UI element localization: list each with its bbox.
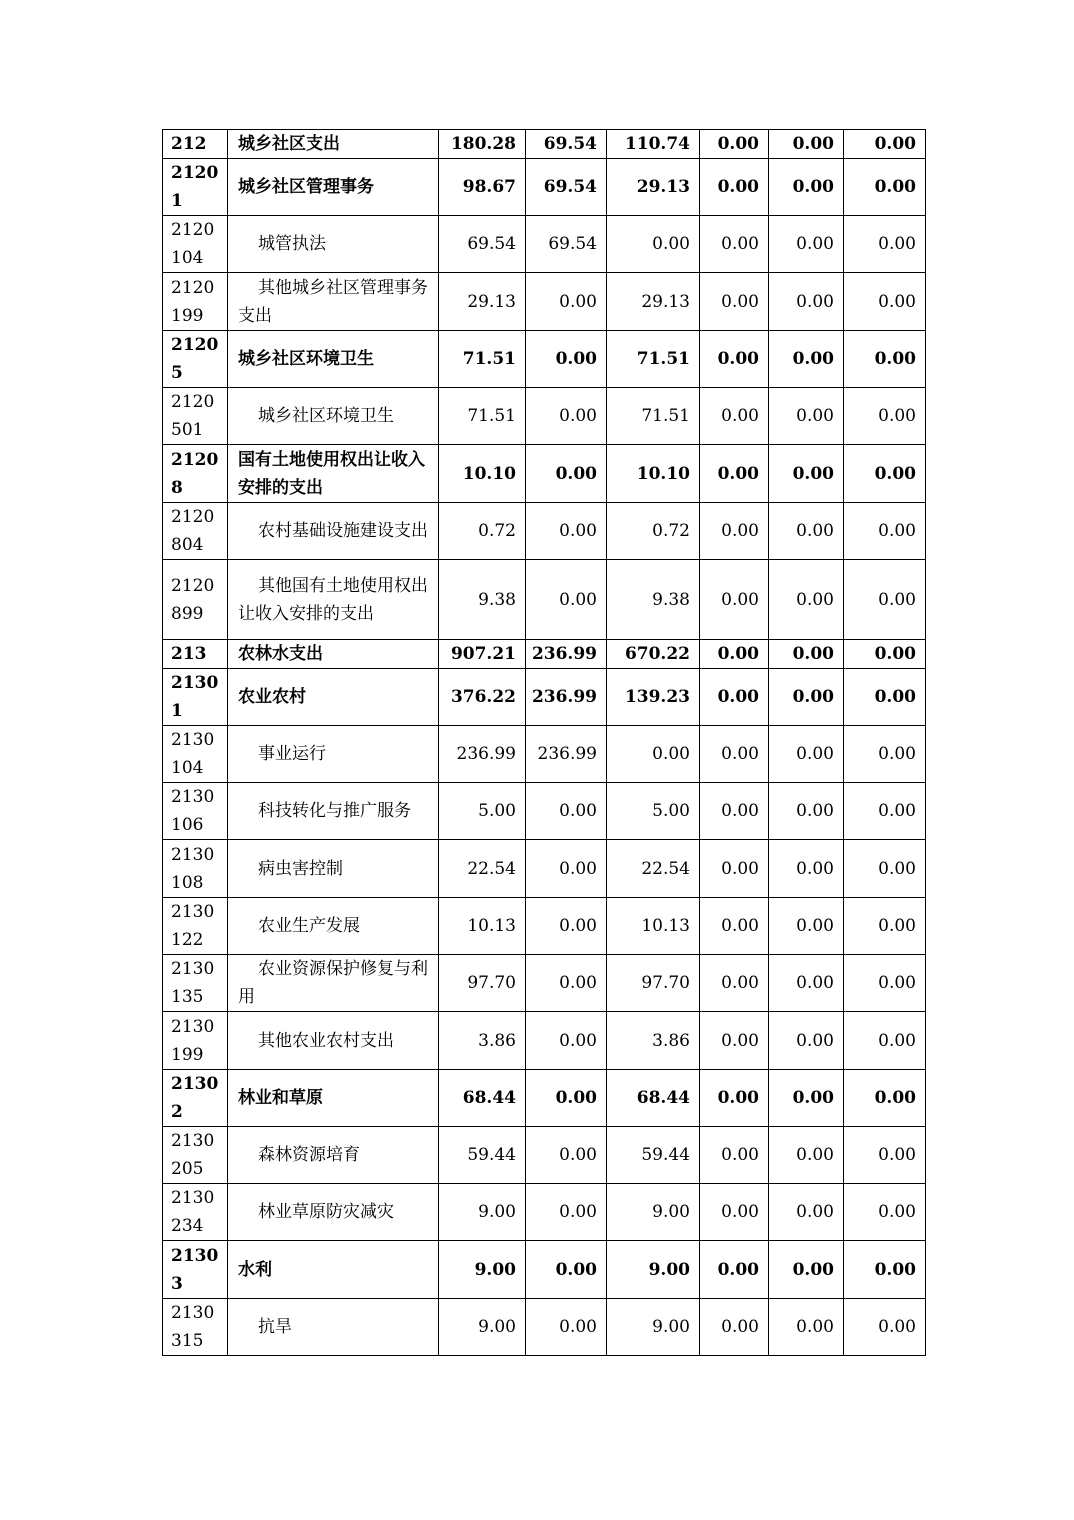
row-value-5: 0.00 bbox=[769, 640, 844, 669]
row-value-2: 236.99 bbox=[526, 669, 607, 726]
row-code: 2130 315 bbox=[163, 1299, 228, 1356]
table-row bbox=[163, 273, 926, 331]
row-value-6: 0.00 bbox=[844, 216, 926, 273]
row-value-5: 0.00 bbox=[769, 216, 844, 273]
row-value-1: 9.00 bbox=[439, 1299, 526, 1356]
table-row bbox=[163, 445, 926, 503]
row-value-5: 0.00 bbox=[769, 840, 844, 898]
row-value-3: 9.00 bbox=[607, 1184, 700, 1241]
row-name: 科技转化与推广服务 bbox=[228, 783, 439, 840]
row-value-2: 69.54 bbox=[526, 130, 607, 159]
row-value-1: 10.10 bbox=[439, 445, 526, 503]
row-value-6: 0.00 bbox=[844, 898, 926, 955]
row-value-6: 0.00 bbox=[844, 640, 926, 669]
row-name: 农林水支出 bbox=[228, 640, 439, 669]
row-value-1: 71.51 bbox=[439, 388, 526, 445]
row-value-2: 0.00 bbox=[526, 1127, 607, 1184]
row-name: 森林资源培育 bbox=[228, 1127, 439, 1184]
table-row bbox=[163, 130, 926, 159]
row-code: 213 bbox=[163, 640, 228, 669]
table-body bbox=[163, 130, 926, 1356]
row-value-1: 69.54 bbox=[439, 216, 526, 273]
row-value-6: 0.00 bbox=[844, 726, 926, 783]
row-name: 其他农业农村支出 bbox=[228, 1012, 439, 1070]
row-value-4: 0.00 bbox=[700, 640, 769, 669]
row-value-3: 10.13 bbox=[607, 898, 700, 955]
row-value-1: 0.72 bbox=[439, 503, 526, 560]
row-value-6: 0.00 bbox=[844, 503, 926, 560]
row-code: 2130 106 bbox=[163, 783, 228, 840]
table-row bbox=[163, 1070, 926, 1127]
row-value-3: 0.00 bbox=[607, 216, 700, 273]
row-value-5: 0.00 bbox=[769, 1127, 844, 1184]
row-value-3: 10.10 bbox=[607, 445, 700, 503]
row-value-4: 0.00 bbox=[700, 840, 769, 898]
row-value-6: 0.00 bbox=[844, 159, 926, 216]
row-value-5: 0.00 bbox=[769, 726, 844, 783]
row-value-4: 0.00 bbox=[700, 955, 769, 1012]
row-value-6: 0.00 bbox=[844, 955, 926, 1012]
row-value-3: 22.54 bbox=[607, 840, 700, 898]
row-code: 2130 199 bbox=[163, 1012, 228, 1070]
table-row bbox=[163, 955, 926, 1012]
row-value-1: 68.44 bbox=[439, 1070, 526, 1127]
table-row bbox=[163, 840, 926, 898]
expenditure-table bbox=[162, 129, 926, 1356]
table-row bbox=[163, 726, 926, 783]
row-value-4: 0.00 bbox=[700, 1127, 769, 1184]
row-value-4: 0.00 bbox=[700, 503, 769, 560]
table-row bbox=[163, 503, 926, 560]
row-code: 2120 501 bbox=[163, 388, 228, 445]
row-name: 农业生产发展 bbox=[228, 898, 439, 955]
row-name: 抗旱 bbox=[228, 1299, 439, 1356]
row-value-1: 22.54 bbox=[439, 840, 526, 898]
row-code: 2130 205 bbox=[163, 1127, 228, 1184]
row-value-4: 0.00 bbox=[700, 783, 769, 840]
row-value-5: 0.00 bbox=[769, 1012, 844, 1070]
row-value-3: 0.72 bbox=[607, 503, 700, 560]
row-value-1: 10.13 bbox=[439, 898, 526, 955]
row-code: 2120 899 bbox=[163, 560, 228, 640]
row-value-4: 0.00 bbox=[700, 159, 769, 216]
row-value-6: 0.00 bbox=[844, 840, 926, 898]
row-name: 其他城乡社区管理事务支出 bbox=[228, 273, 439, 331]
row-value-2: 236.99 bbox=[526, 726, 607, 783]
table-row bbox=[163, 388, 926, 445]
row-value-4: 0.00 bbox=[700, 1184, 769, 1241]
table-row bbox=[163, 1184, 926, 1241]
row-value-2: 0.00 bbox=[526, 1070, 607, 1127]
table-row bbox=[163, 1012, 926, 1070]
row-code: 2130 1 bbox=[163, 669, 228, 726]
row-value-2: 0.00 bbox=[526, 503, 607, 560]
table-row bbox=[163, 331, 926, 388]
row-value-3: 5.00 bbox=[607, 783, 700, 840]
row-value-1: 29.13 bbox=[439, 273, 526, 331]
row-value-6: 0.00 bbox=[844, 388, 926, 445]
table-row bbox=[163, 898, 926, 955]
row-value-2: 69.54 bbox=[526, 159, 607, 216]
row-code: 2120 8 bbox=[163, 445, 228, 503]
row-value-2: 0.00 bbox=[526, 898, 607, 955]
row-value-2: 236.99 bbox=[526, 640, 607, 669]
row-value-5: 0.00 bbox=[769, 1070, 844, 1127]
row-value-4: 0.00 bbox=[700, 1241, 769, 1299]
row-code: 2120 199 bbox=[163, 273, 228, 331]
row-value-2: 0.00 bbox=[526, 388, 607, 445]
row-code: 2130 104 bbox=[163, 726, 228, 783]
row-value-6: 0.00 bbox=[844, 1127, 926, 1184]
row-value-2: 69.54 bbox=[526, 216, 607, 273]
row-value-5: 0.00 bbox=[769, 560, 844, 640]
row-value-4: 0.00 bbox=[700, 898, 769, 955]
row-value-2: 0.00 bbox=[526, 783, 607, 840]
row-value-5: 0.00 bbox=[769, 159, 844, 216]
row-value-2: 0.00 bbox=[526, 1299, 607, 1356]
row-value-6: 0.00 bbox=[844, 1012, 926, 1070]
row-value-1: 59.44 bbox=[439, 1127, 526, 1184]
row-value-6: 0.00 bbox=[844, 273, 926, 331]
row-value-6: 0.00 bbox=[844, 669, 926, 726]
row-name: 城乡社区环境卫生 bbox=[228, 331, 439, 388]
row-code: 2120 5 bbox=[163, 331, 228, 388]
row-value-3: 139.23 bbox=[607, 669, 700, 726]
row-value-1: 5.00 bbox=[439, 783, 526, 840]
row-value-4: 0.00 bbox=[700, 1012, 769, 1070]
table-row bbox=[163, 216, 926, 273]
row-value-2: 0.00 bbox=[526, 331, 607, 388]
row-name: 林业和草原 bbox=[228, 1070, 439, 1127]
row-value-4: 0.00 bbox=[700, 273, 769, 331]
row-value-5: 0.00 bbox=[769, 898, 844, 955]
row-value-3: 71.51 bbox=[607, 331, 700, 388]
row-value-6: 0.00 bbox=[844, 331, 926, 388]
row-name: 林业草原防灾减灾 bbox=[228, 1184, 439, 1241]
row-value-5: 0.00 bbox=[769, 273, 844, 331]
row-value-3: 29.13 bbox=[607, 273, 700, 331]
row-value-6: 0.00 bbox=[844, 1241, 926, 1299]
row-value-4: 0.00 bbox=[700, 331, 769, 388]
row-value-3: 97.70 bbox=[607, 955, 700, 1012]
row-value-1: 9.00 bbox=[439, 1184, 526, 1241]
row-value-2: 0.00 bbox=[526, 560, 607, 640]
row-name: 农业资源保护修复与利用 bbox=[228, 955, 439, 1012]
row-value-4: 0.00 bbox=[700, 130, 769, 159]
row-code: 2120 804 bbox=[163, 503, 228, 560]
row-name: 事业运行 bbox=[228, 726, 439, 783]
row-value-5: 0.00 bbox=[769, 1184, 844, 1241]
row-value-5: 0.00 bbox=[769, 1241, 844, 1299]
row-name: 城乡社区环境卫生 bbox=[228, 388, 439, 445]
table-row bbox=[163, 159, 926, 216]
row-value-4: 0.00 bbox=[700, 560, 769, 640]
row-code: 2130 135 bbox=[163, 955, 228, 1012]
row-name: 农业农村 bbox=[228, 669, 439, 726]
row-value-1: 236.99 bbox=[439, 726, 526, 783]
row-value-5: 0.00 bbox=[769, 783, 844, 840]
row-value-1: 376.22 bbox=[439, 669, 526, 726]
row-value-3: 9.00 bbox=[607, 1299, 700, 1356]
row-value-1: 907.21 bbox=[439, 640, 526, 669]
row-value-5: 0.00 bbox=[769, 669, 844, 726]
row-value-4: 0.00 bbox=[700, 1299, 769, 1356]
row-value-3: 0.00 bbox=[607, 726, 700, 783]
row-value-3: 9.00 bbox=[607, 1241, 700, 1299]
table-row bbox=[163, 783, 926, 840]
table-row bbox=[163, 1241, 926, 1299]
row-value-2: 0.00 bbox=[526, 1012, 607, 1070]
row-value-2: 0.00 bbox=[526, 955, 607, 1012]
row-code: 212 bbox=[163, 130, 228, 159]
row-value-6: 0.00 bbox=[844, 130, 926, 159]
row-value-1: 97.70 bbox=[439, 955, 526, 1012]
row-value-2: 0.00 bbox=[526, 1184, 607, 1241]
row-value-6: 0.00 bbox=[844, 1299, 926, 1356]
row-value-4: 0.00 bbox=[700, 726, 769, 783]
row-value-1: 9.00 bbox=[439, 1241, 526, 1299]
row-name: 城管执法 bbox=[228, 216, 439, 273]
row-value-4: 0.00 bbox=[700, 669, 769, 726]
row-value-4: 0.00 bbox=[700, 388, 769, 445]
row-value-2: 0.00 bbox=[526, 273, 607, 331]
row-value-3: 3.86 bbox=[607, 1012, 700, 1070]
row-value-3: 71.51 bbox=[607, 388, 700, 445]
row-name: 水利 bbox=[228, 1241, 439, 1299]
row-name: 城乡社区管理事务 bbox=[228, 159, 439, 216]
row-code: 2130 3 bbox=[163, 1241, 228, 1299]
row-value-3: 670.22 bbox=[607, 640, 700, 669]
row-value-1: 3.86 bbox=[439, 1012, 526, 1070]
row-value-4: 0.00 bbox=[700, 1070, 769, 1127]
row-value-5: 0.00 bbox=[769, 130, 844, 159]
row-code: 2130 234 bbox=[163, 1184, 228, 1241]
row-value-3: 29.13 bbox=[607, 159, 700, 216]
row-code: 2130 2 bbox=[163, 1070, 228, 1127]
row-value-4: 0.00 bbox=[700, 216, 769, 273]
row-value-2: 0.00 bbox=[526, 445, 607, 503]
row-value-5: 0.00 bbox=[769, 503, 844, 560]
row-value-5: 0.00 bbox=[769, 445, 844, 503]
table-row bbox=[163, 669, 926, 726]
row-code: 2120 1 bbox=[163, 159, 228, 216]
row-value-1: 9.38 bbox=[439, 560, 526, 640]
row-value-5: 0.00 bbox=[769, 388, 844, 445]
row-name: 其他国有土地使用权出让收入安排的支出 bbox=[228, 560, 439, 640]
row-value-3: 59.44 bbox=[607, 1127, 700, 1184]
row-value-6: 0.00 bbox=[844, 445, 926, 503]
row-value-2: 0.00 bbox=[526, 840, 607, 898]
row-name: 城乡社区支出 bbox=[228, 130, 439, 159]
row-value-6: 0.00 bbox=[844, 1070, 926, 1127]
row-value-4: 0.00 bbox=[700, 445, 769, 503]
table-row bbox=[163, 640, 926, 669]
row-value-6: 0.00 bbox=[844, 560, 926, 640]
row-value-3: 110.74 bbox=[607, 130, 700, 159]
table-row bbox=[163, 560, 926, 640]
row-value-6: 0.00 bbox=[844, 1184, 926, 1241]
row-code: 2130 108 bbox=[163, 840, 228, 898]
row-value-5: 0.00 bbox=[769, 955, 844, 1012]
row-value-1: 180.28 bbox=[439, 130, 526, 159]
row-value-1: 71.51 bbox=[439, 331, 526, 388]
row-value-6: 0.00 bbox=[844, 783, 926, 840]
row-value-5: 0.00 bbox=[769, 1299, 844, 1356]
row-name: 农村基础设施建设支出 bbox=[228, 503, 439, 560]
row-name: 病虫害控制 bbox=[228, 840, 439, 898]
row-value-1: 98.67 bbox=[439, 159, 526, 216]
row-value-2: 0.00 bbox=[526, 1241, 607, 1299]
table-row bbox=[163, 1127, 926, 1184]
row-code: 2130 122 bbox=[163, 898, 228, 955]
row-value-3: 9.38 bbox=[607, 560, 700, 640]
row-value-3: 68.44 bbox=[607, 1070, 700, 1127]
row-code: 2120 104 bbox=[163, 216, 228, 273]
table-row bbox=[163, 1299, 926, 1356]
row-value-5: 0.00 bbox=[769, 331, 844, 388]
row-name: 国有土地使用权出让收入安排的支出 bbox=[228, 445, 439, 503]
